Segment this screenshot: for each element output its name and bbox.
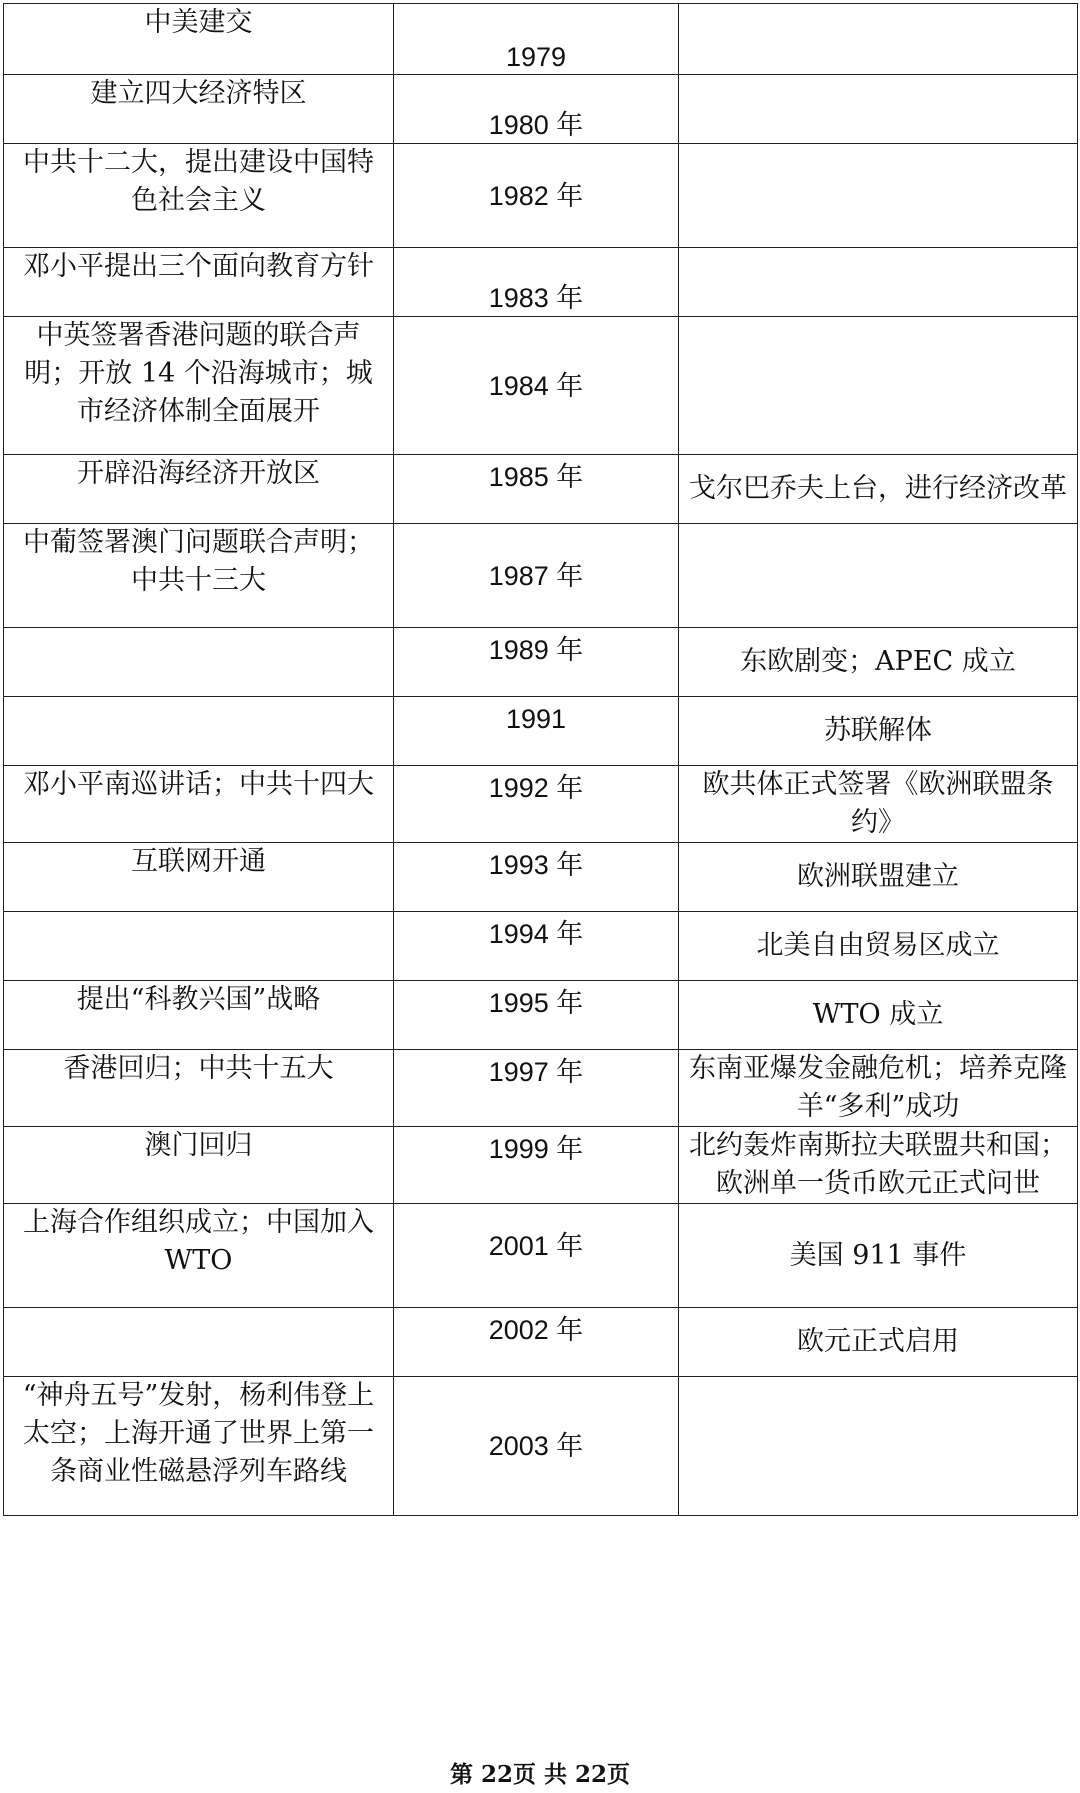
world-event-cell: 北约轰炸南斯拉夫联盟共和国；欧洲单一货币欧元正式问世 — [679, 1127, 1078, 1204]
year-cell — [394, 4, 679, 75]
world-event-cell — [679, 248, 1078, 317]
world-event-cell — [679, 524, 1078, 628]
year-label: 2003 年 — [488, 1431, 584, 1461]
table-row — [4, 1308, 1078, 1377]
world-event-cell — [679, 317, 1078, 455]
table-row — [4, 912, 1078, 981]
china-event-cell: 中共十二大，提出建设中国特色社会主义 — [4, 144, 394, 248]
china-event-cell — [4, 1308, 394, 1377]
table-row — [4, 1127, 1078, 1204]
year-cell — [394, 317, 679, 455]
china-event-cell: 香港回归；中共十五大 — [4, 1050, 394, 1127]
year-label: 1991 — [505, 704, 567, 734]
world-event-cell: 欧共体正式签署《欧洲联盟条约》 — [679, 766, 1078, 843]
year-cell — [394, 1204, 679, 1308]
year-label: 2002 年 — [488, 1315, 584, 1345]
year-label: 1985 年 — [488, 462, 584, 492]
table-row — [4, 524, 1078, 628]
year-label: 1983 年 — [488, 283, 584, 313]
world-event-cell — [679, 144, 1078, 248]
year-cell — [394, 843, 679, 912]
world-event-cell: 北美自由贸易区成立 — [679, 912, 1078, 981]
year-label: 2001 年 — [488, 1230, 584, 1261]
china-event-cell: 邓小平南巡讲话；中共十四大 — [4, 766, 394, 843]
year-cell — [394, 697, 679, 766]
year-cell — [394, 628, 679, 697]
world-event-cell — [679, 75, 1078, 144]
page-footer: 第 22页 共 22页 — [449, 1761, 631, 1788]
year-cell — [394, 455, 679, 524]
table-row — [4, 4, 1078, 75]
china-event-cell: 互联网开通 — [4, 843, 394, 912]
table-row — [4, 628, 1078, 697]
china-event-cell: 澳门回归 — [4, 1127, 394, 1204]
table-row — [4, 144, 1078, 248]
world-event-cell: 戈尔巴乔夫上台，进行经济改革 — [679, 455, 1078, 524]
world-event-cell: 东南亚爆发金融危机；培养克隆羊“多利”成功 — [679, 1050, 1078, 1127]
table-row — [4, 455, 1078, 524]
year-cell — [394, 524, 679, 628]
china-event-cell — [4, 912, 394, 981]
year-cell — [394, 912, 679, 981]
world-event-cell — [679, 4, 1078, 75]
year-label: 1982 年 — [488, 180, 584, 211]
year-label: 1979 — [505, 42, 567, 72]
world-event-cell — [679, 1377, 1078, 1516]
china-event-cell: 中葡签署澳门问题联合声明；中共十三大 — [4, 524, 394, 628]
table-row — [4, 317, 1078, 455]
china-event-cell — [4, 628, 394, 697]
year-cell — [394, 981, 679, 1050]
year-label: 1999 年 — [488, 1134, 584, 1164]
table-row — [4, 248, 1078, 317]
china-event-cell — [4, 697, 394, 766]
year-label: 1994 年 — [488, 919, 584, 949]
table-row — [4, 75, 1078, 144]
year-cell — [394, 1050, 679, 1127]
table-row — [4, 697, 1078, 766]
world-event-cell: 东欧剧变；APEC 成立 — [679, 628, 1078, 697]
year-label: 1987 年 — [488, 560, 584, 591]
table-row — [4, 766, 1078, 843]
year-label: 1995 年 — [488, 988, 584, 1018]
china-event-cell: 上海合作组织成立；中国加入 WTO — [4, 1204, 394, 1308]
world-event-cell: 美国 911 事件 — [679, 1204, 1078, 1308]
china-event-cell: 中英签署香港问题的联合声明；开放 14 个沿海城市；城市经济体制全面展开 — [4, 317, 394, 455]
table-row — [4, 1204, 1078, 1308]
year-label: 1997 年 — [488, 1057, 584, 1087]
timeline-table — [3, 3, 1078, 1516]
china-event-cell: 提出“科教兴国”战略 — [4, 981, 394, 1050]
year-cell — [394, 1308, 679, 1377]
year-cell — [394, 75, 679, 144]
world-event-cell: 欧元正式启用 — [679, 1308, 1078, 1377]
world-event-cell: 欧洲联盟建立 — [679, 843, 1078, 912]
year-cell — [394, 144, 679, 248]
china-event-cell: 中美建交 — [4, 4, 394, 75]
china-event-cell: 邓小平提出三个面向教育方针 — [4, 248, 394, 317]
year-label: 1989 年 — [488, 635, 584, 665]
china-event-cell: 建立四大经济特区 — [4, 75, 394, 144]
year-label: 1984 年 — [488, 370, 584, 401]
world-event-cell: WTO 成立 — [679, 981, 1078, 1050]
year-label: 1980 年 — [488, 110, 584, 140]
year-cell — [394, 1127, 679, 1204]
china-event-cell: 开辟沿海经济开放区 — [4, 455, 394, 524]
year-cell — [394, 1377, 679, 1516]
year-cell — [394, 248, 679, 317]
year-cell — [394, 766, 679, 843]
table-row — [4, 981, 1078, 1050]
china-event-cell: “神舟五号”发射，杨利伟登上太空；上海开通了世界上第一条商业性磁悬浮列车路线 — [4, 1377, 394, 1516]
table-row — [4, 1377, 1078, 1516]
year-label: 1993 年 — [488, 850, 584, 880]
world-event-cell: 苏联解体 — [679, 697, 1078, 766]
table-row — [4, 1050, 1078, 1127]
table-row — [4, 843, 1078, 912]
year-label: 1992 年 — [488, 773, 584, 803]
